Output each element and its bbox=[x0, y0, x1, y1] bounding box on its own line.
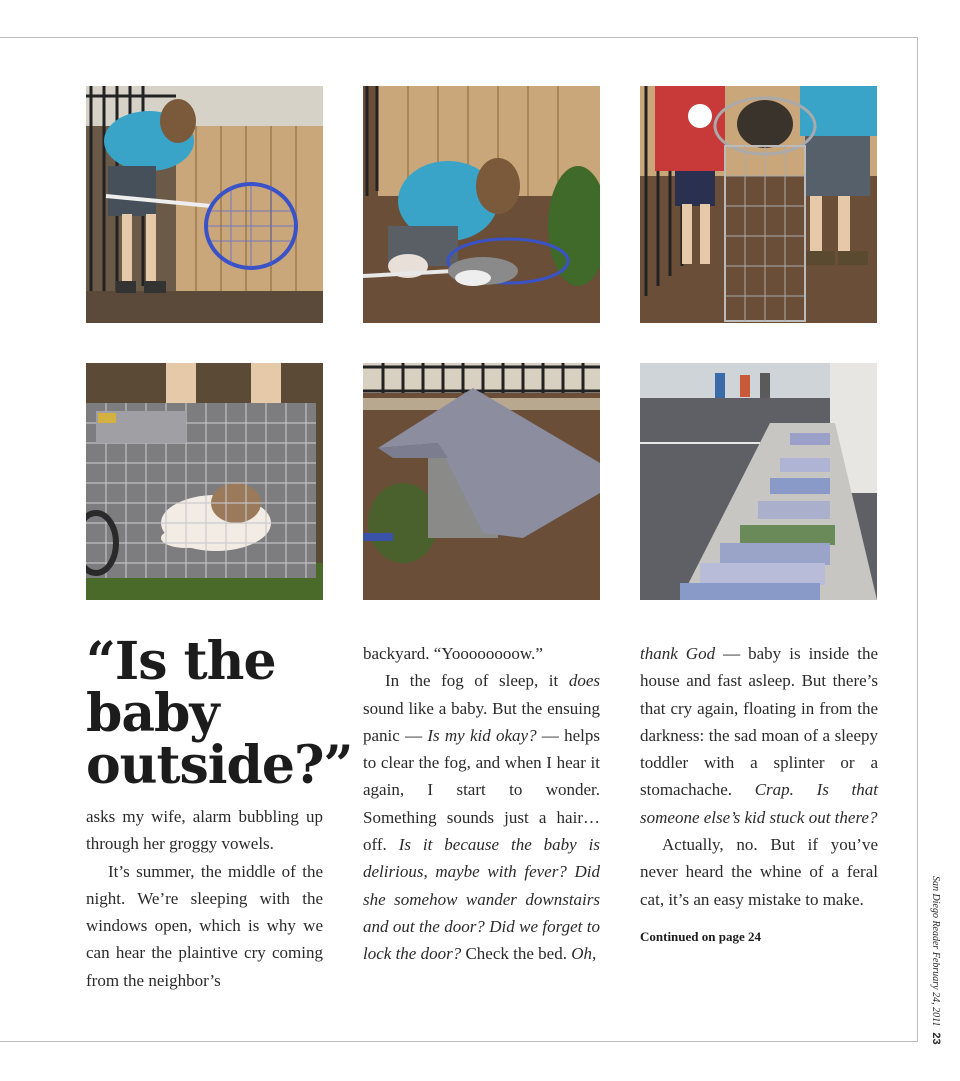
article-column-3 bbox=[640, 640, 878, 950]
photo-trapped-cat bbox=[86, 363, 323, 600]
photo-cat-in-cage bbox=[640, 86, 877, 323]
continued-link[interactable]: Continued on page 24 bbox=[640, 928, 761, 944]
photo-kneeling-cat bbox=[363, 86, 600, 323]
paragraph: asks my wife, alarm bubbling up through her groggy vowels. bbox=[86, 807, 323, 854]
photo-row-of-traps bbox=[640, 363, 877, 600]
paragraph: It’s summer, the middle of the night. We’re sleeping with the windows open, which is why we can hear the plaintive cry coming from the neighbor’s bbox=[86, 861, 323, 990]
paragraph: In the fog of sleep, it does sound like a baby. But the ensuing panic — Is my kid okay? — helps to clear the fog, and when I hear it again, I start to wonder. Something sounds just a hair…off. Is it because the baby is delirious, maybe with fever? Did she somehow wander downstairs and out the door? Did we forget to lock the door? Check the bed. Oh, bbox=[363, 671, 600, 964]
paragraph: thank God — baby is inside the house and fast asleep. But there’s that cry again, floating in from the darkness: the sad moan of a sleepy toddler with a splinter or a stomachache. Crap. Is that someone else’s kid stuck out there? bbox=[640, 644, 878, 827]
photo-covered-trap bbox=[363, 363, 600, 600]
paragraph: Actually, no. But if you’ve never heard the whine of a feral cat, it’s an easy mistake to make. bbox=[640, 835, 878, 909]
paragraph: backyard. “Yoooooooow.” bbox=[363, 644, 543, 663]
publication-line: San Diego Reader February 24, 2011 bbox=[930, 876, 941, 1027]
headline: “Is the baby outside?” bbox=[86, 631, 353, 796]
photo-net-woman bbox=[86, 86, 323, 323]
article-column-2 bbox=[363, 640, 600, 968]
folio bbox=[926, 876, 942, 1045]
article-column-1 bbox=[86, 803, 323, 994]
page-number: 23 bbox=[930, 1032, 942, 1045]
